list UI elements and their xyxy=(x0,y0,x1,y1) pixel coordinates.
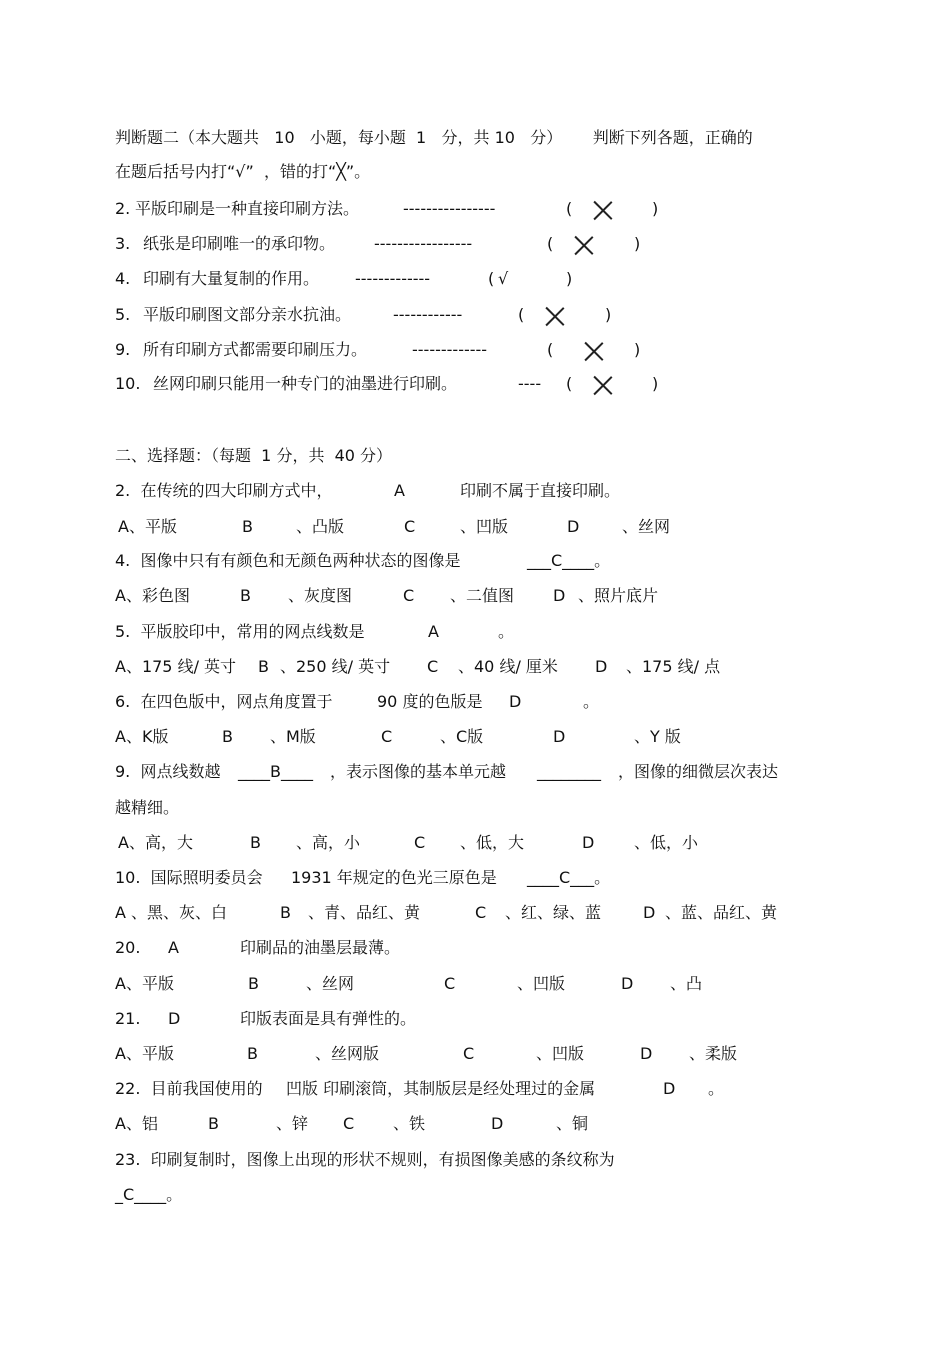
tf-item-dashes: ------------- xyxy=(355,269,431,288)
option-d-letter: D xyxy=(567,517,580,536)
option-d: 、照片底片 xyxy=(578,586,659,605)
option-b-letter: B xyxy=(208,1114,219,1133)
option-d-letter: D xyxy=(553,727,566,746)
question-continuation: 越精细。 xyxy=(115,798,180,817)
tf-left-paren: ( xyxy=(566,199,573,218)
question-stem: 9. 网点线数越 xyxy=(115,762,221,781)
question-stem: 2. 在传统的四大印刷方式中， xyxy=(115,481,333,500)
tf-item-dashes: ----------------- xyxy=(374,234,473,253)
option-c-letter: C xyxy=(414,833,426,852)
option-a: A、平版 xyxy=(115,974,174,993)
option-d: 、蓝、品红、黄 xyxy=(665,903,778,922)
option-c: 、铁 xyxy=(393,1114,426,1133)
tf-left-paren: ( xyxy=(547,340,554,359)
option-c: 、40 线/ 厘米 xyxy=(458,657,558,676)
option-a: A、平版 xyxy=(118,517,177,536)
question-mid: 凹版 印刷滚筒，其制版层是经处理过的金属 xyxy=(286,1079,596,1098)
question-tail: 。 xyxy=(708,1079,725,1098)
tf-item-text: 所有印刷方式都需要印刷压力。 xyxy=(143,340,368,359)
tf-item-text: 平版印刷图文部分亲水抗油。 xyxy=(143,305,352,324)
option-a: A、彩色图 xyxy=(115,586,190,605)
option-d: 、柔版 xyxy=(689,1044,738,1063)
check-mark-icon: √ xyxy=(498,269,509,288)
question-stem: 6. 在四色版中，网点角度置于 xyxy=(115,692,333,711)
tf-right-paren: ) xyxy=(605,305,612,324)
option-a: A、高，大 xyxy=(118,833,193,852)
option-c: 、凹版 xyxy=(460,517,509,536)
option-d: 、铜 xyxy=(556,1114,589,1133)
tf-item-dashes: ------------- xyxy=(412,340,488,359)
option-c-letter: C xyxy=(427,657,439,676)
tf-item-dashes: ---- xyxy=(518,374,542,393)
question-stem: 10. 国际照明委员会 xyxy=(115,868,263,887)
answer-blank: _C____。 xyxy=(115,1185,183,1204)
tf-item-number: 9. xyxy=(115,340,131,359)
answer-letter: A xyxy=(428,622,439,641)
option-b: 、青、品红、黄 xyxy=(308,903,421,922)
question-tail: 。 xyxy=(583,692,600,711)
option-c-letter: C xyxy=(381,727,393,746)
tf-item-text: 平版印刷是一种直接印刷方法。 xyxy=(135,199,360,218)
option-d-letter: D xyxy=(640,1044,653,1063)
option-c: 、凹版 xyxy=(517,974,566,993)
tf-left-paren: ( xyxy=(518,305,525,324)
cross-mark-icon xyxy=(583,340,603,360)
cross-mark-icon xyxy=(544,305,564,325)
option-d: 、低，小 xyxy=(634,833,699,852)
question-tail: ，图像的细微层次表达 xyxy=(618,762,779,781)
option-a: A、175 线/ 英寸 xyxy=(115,657,237,676)
option-c: 、红、绿、蓝 xyxy=(505,903,602,922)
tf-item-number: 4. xyxy=(115,269,131,288)
answer-letter: A xyxy=(394,481,405,500)
option-a: A 、黑、灰、白 xyxy=(115,903,228,922)
option-d: 、Y 版 xyxy=(634,727,681,746)
option-a: A、铝 xyxy=(115,1114,158,1133)
option-b: 、凸版 xyxy=(296,517,345,536)
answer-blank: ___C____。 xyxy=(527,551,611,570)
option-d-letter: D xyxy=(491,1114,504,1133)
option-b: 、丝网 xyxy=(306,974,355,993)
option-b: 、250 线/ 英寸 xyxy=(280,657,391,676)
tf-item-number: 2. xyxy=(115,199,131,218)
option-b-letter: B xyxy=(240,586,251,605)
question-stem: 4. 图像中只有有颜色和无颜色两种状态的图像是 xyxy=(115,551,461,570)
option-c-letter: C xyxy=(403,586,415,605)
option-d: 、丝网 xyxy=(622,517,671,536)
question-tail: 印刷品的油墨层最薄。 xyxy=(240,938,401,957)
option-d: 、凸 xyxy=(670,974,703,993)
tf-right-paren: ) xyxy=(634,340,641,359)
option-b-letter: B xyxy=(222,727,233,746)
question-stem: 5. 平版胶印中，常用的网点线数是 xyxy=(115,622,365,641)
tf-left-paren: ( xyxy=(566,374,573,393)
tf-right-paren: ) xyxy=(652,199,659,218)
cross-mark-icon xyxy=(592,199,612,219)
tf-item-dashes: ---------------- xyxy=(403,199,496,218)
option-b-letter: B xyxy=(248,974,259,993)
question-mid: 1931 年规定的色光三原色是 xyxy=(291,868,497,887)
option-d-letter: D xyxy=(595,657,608,676)
tf-left-paren: ( xyxy=(488,269,495,288)
tf-right-paren: ) xyxy=(634,234,641,253)
option-b: 、高，小 xyxy=(296,833,361,852)
option-b: 、锌 xyxy=(276,1114,309,1133)
question-number: 21. xyxy=(115,1009,141,1028)
cross-mark-icon xyxy=(573,234,593,254)
tf-item-dashes: ------------ xyxy=(393,305,463,324)
option-c-letter: C xyxy=(463,1044,475,1063)
option-d-letter: D xyxy=(621,974,634,993)
section1-heading-line2: 在题后括号内打“√” ，错的打“╳”。 xyxy=(115,162,371,181)
answer-letter: D xyxy=(663,1079,676,1098)
option-c-letter: C xyxy=(343,1114,355,1133)
tf-right-paren: ) xyxy=(652,374,659,393)
question-tail: 印刷不属于直接印刷。 xyxy=(460,481,621,500)
tf-item-number: 5. xyxy=(115,305,131,324)
option-c: 、凹版 xyxy=(536,1044,585,1063)
question-stem: 22. 目前我国使用的 xyxy=(115,1079,263,1098)
question-mid: ，表示图像的基本单元越 xyxy=(330,762,507,781)
option-d-letter: D xyxy=(553,586,566,605)
option-b-letter: B xyxy=(242,517,253,536)
option-d-letter: D xyxy=(582,833,595,852)
tf-left-paren: ( xyxy=(547,234,554,253)
tf-item-text: 印刷有大量复制的作用。 xyxy=(143,269,320,288)
option-b-letter: B xyxy=(258,657,269,676)
answer-letter: A xyxy=(168,938,179,957)
option-b: 、丝网版 xyxy=(315,1044,380,1063)
option-c-letter: C xyxy=(444,974,456,993)
tf-right-paren: ) xyxy=(566,269,573,288)
section1-heading-line1: 判断题二（本大题共 10 小题，每小题 1 分，共 10 分） 判断下列各题，正确的 xyxy=(115,128,753,147)
option-b-letter: B xyxy=(250,833,261,852)
answer-blank: ____B____ xyxy=(238,762,313,781)
cross-mark-icon xyxy=(592,374,612,394)
section2-heading: 二、选择题：（每题 1 分，共 40 分） xyxy=(115,446,393,465)
option-d-letter: D xyxy=(643,903,656,922)
tf-item-number: 10. xyxy=(115,374,141,393)
option-b: 、灰度图 xyxy=(288,586,353,605)
option-b: 、M版 xyxy=(270,727,316,746)
question-tail: 。 xyxy=(498,622,515,641)
answer-blank: ____C___。 xyxy=(527,868,611,887)
option-b-letter: B xyxy=(247,1044,258,1063)
option-c: 、C版 xyxy=(440,727,484,746)
question-tail: 印版表面是具有弹性的。 xyxy=(240,1009,417,1028)
answer-letter: D xyxy=(168,1009,181,1028)
option-c-letter: C xyxy=(475,903,487,922)
tf-item-text: 纸张是印刷唯一的承印物。 xyxy=(143,234,336,253)
option-b-letter: B xyxy=(280,903,291,922)
tf-item-number: 3. xyxy=(115,234,131,253)
option-a: A、K版 xyxy=(115,727,169,746)
tf-item-text: 丝网印刷只能用一种专门的油墨进行印刷。 xyxy=(153,374,458,393)
question-mid: 90 度的色版是 xyxy=(377,692,483,711)
answer-letter: D xyxy=(509,692,522,711)
question-stem: 23. 印刷复制时，图像上出现的形状不规则，有损图像美感的条纹称为 xyxy=(115,1150,615,1169)
option-c-letter: C xyxy=(404,517,416,536)
option-c: 、低，大 xyxy=(460,833,525,852)
option-d: 、175 线/ 点 xyxy=(626,657,721,676)
option-a: A、平版 xyxy=(115,1044,174,1063)
question-number: 20. xyxy=(115,938,141,957)
option-c: 、二值图 xyxy=(450,586,515,605)
empty-blank: ________ xyxy=(537,762,601,781)
